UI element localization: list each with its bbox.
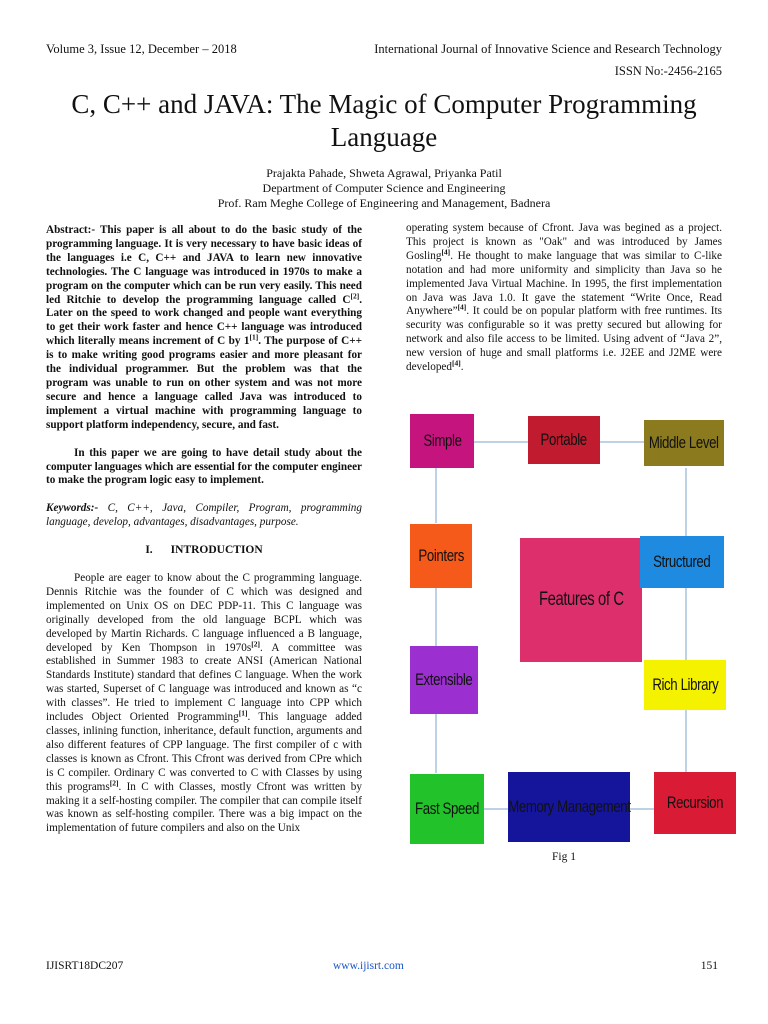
paper-title: C, C++ and JAVA: The Magic of Computer Programming Language [71,89,697,152]
structured-label: Structured [653,552,711,571]
abstract-para-2: In this paper we are going to have detail study about the computer languages which are essential for the computer engineer to make the program logic easy to implement. [46,446,362,487]
intro-text-3: . This language added classes, inlining function, inheritance, default function, arguments and also different features of CPP language. The first compiler of c with classes is known as Cfront. This Cfront was derived from CPre which is C compiler. Ordinary C was converted to C with Classes by using this programs [46,711,362,793]
keywords-label: Keywords:- [46,502,99,515]
extensible-box [410,646,478,714]
abstract-text-2: . Later on the speed to work changed and people want everything to get their work faster and hence C++ language was introduced which literally means increment of C by 1 [46,293,362,348]
citation-ref: [2] [109,777,119,787]
intro-text-4: . In C with Classes, mostly Cfront was written by making it a self-hosting compiler. The compiler that can compile itself was known as self-hosting compiler. There was a big impact on the implementation of future compilers and also on the Unix [46,780,362,835]
section-heading [46,544,362,558]
extensible-label: Extensible [415,670,473,689]
right-text-4: . [460,361,464,374]
header-volume: Volume 3, Issue 12, December – 2018 [46,42,237,56]
citation-ref: [4] [441,247,451,257]
citation-ref: [2] [350,290,360,300]
simple-label: Simple [422,431,462,450]
rich-library-label: Rich Library [651,675,719,694]
pointers-box [410,524,472,588]
citation-ref: [2] [251,638,260,648]
intro-text-2: . A committee was established in Summer 1983 to create ANSI (American National Standards Institute) standard that defines C language. When the work was started, Superset of C language was introduced and known as “c with classes”. He tried to implement C language into CPP which includes Object Oriented Programming [46,641,362,724]
abstract-text-1: Abstract:- This paper is all about to do the basic study of the programming language. It is very necessary to have basic ideas of the languages i.e C, C++ and JAVA to learn new innovative technologies. The C language was introduced in 1970s to make a program on the computer which can be run very easily. This need led Ritchie to develop the programming language called C [46,224,362,306]
intro-text-1: People are eager to know about the C programming language. Dennis Ritchie was the founder of C which was designed and implemented on Unix OS on DEC PDP-11. This C language was originally developed from the old language BCPL which was developed by Martin Richards. C language influenced a B language, developed by Ken Thompson in 1970s [46,572,362,654]
figure-caption: Fig 1 [552,851,576,863]
features-of-c-box [520,538,642,662]
right-text-2: . He thought to make language that was similar to C-like notation and had more uniformity and simplicity than Java so he implemented Java Virtual Machine. In 1995, the first implementation on Java was Java 1.0. It gave the statement “Write Once, Read Anywhere” [406,249,722,318]
citation-ref: [1] [238,708,248,718]
header-journal: International Journal of Innovative Science and Research Technology [374,42,722,56]
header-issn: ISSN No:-2456-2165 [614,64,722,78]
memory-management-label: Memory Management [507,797,631,816]
fast-speed-label: Fast Speed [415,799,479,818]
author-department: Department of Computer Science and Engineering [262,181,506,195]
section-title: INTRODUCTION [170,544,263,557]
keywords-text: C, C++, Java, Compiler, Program, programming language, develop, advantages, disadvantages, purpose. [46,502,362,529]
footer-url-link[interactable]: www.ijisrt.com [333,960,404,972]
citation-ref: [1] [249,332,259,342]
footer-page-number: 151 [700,960,718,972]
left-column [46,224,362,836]
middle-level-label: Middle Level [649,433,719,452]
portable-label: Portable [540,430,588,449]
fast-speed-box [410,774,484,844]
memory-management-box [508,772,630,842]
right-paragraph [406,222,722,375]
footer-paper-id: IJISRT18DC207 [46,960,124,972]
author-block [60,166,708,211]
middle-level-box [644,420,724,466]
section-number: I. [145,544,153,557]
keywords [46,502,362,530]
intro-paragraph [46,572,362,836]
features-of-c-label: Features of C [538,589,624,610]
citation-ref: [4] [457,302,467,312]
rich-library-box [644,660,726,710]
structured-box [640,536,724,588]
right-text-3: . It could be on popular platform with free runtimes. Its security was configurable so it was pretty secured but allowing for network and also file access to be limited. Using advent of “Java 2”, new version of huge and small platforms i.e. J2EE and J2ME were developed [406,305,722,374]
right-column [406,222,722,375]
simple-box [410,414,474,468]
features-of-c-diagram [404,408,738,848]
abstract [46,224,362,433]
abstract-text-3: . The purpose of C++ is to make writing good programs easier and more pleasant for the individual programmer. But the problem was that the program was unable to run on other system and was not more secure and hence a language called Java was introduced to implement a virtual machine with programming language to support platform independency, secure, and fast. [46,335,362,431]
recursion-box [654,772,736,834]
citation-ref: [4] [451,358,461,368]
portable-box [528,416,600,464]
right-text-1: operating system because of Cfront. Java was begined as a project. This project is known as "Oak" and was introduced by James Gosling [406,222,722,262]
pointers-label: Pointers [418,546,464,565]
recursion-label: Recursion [666,793,724,812]
author-college: Prof. Ram Meghe College of Engineering and Management, Badnera [217,196,551,210]
author-names: Prajakta Pahade, Shweta Agrawal, Priyanka Patil [266,166,502,180]
